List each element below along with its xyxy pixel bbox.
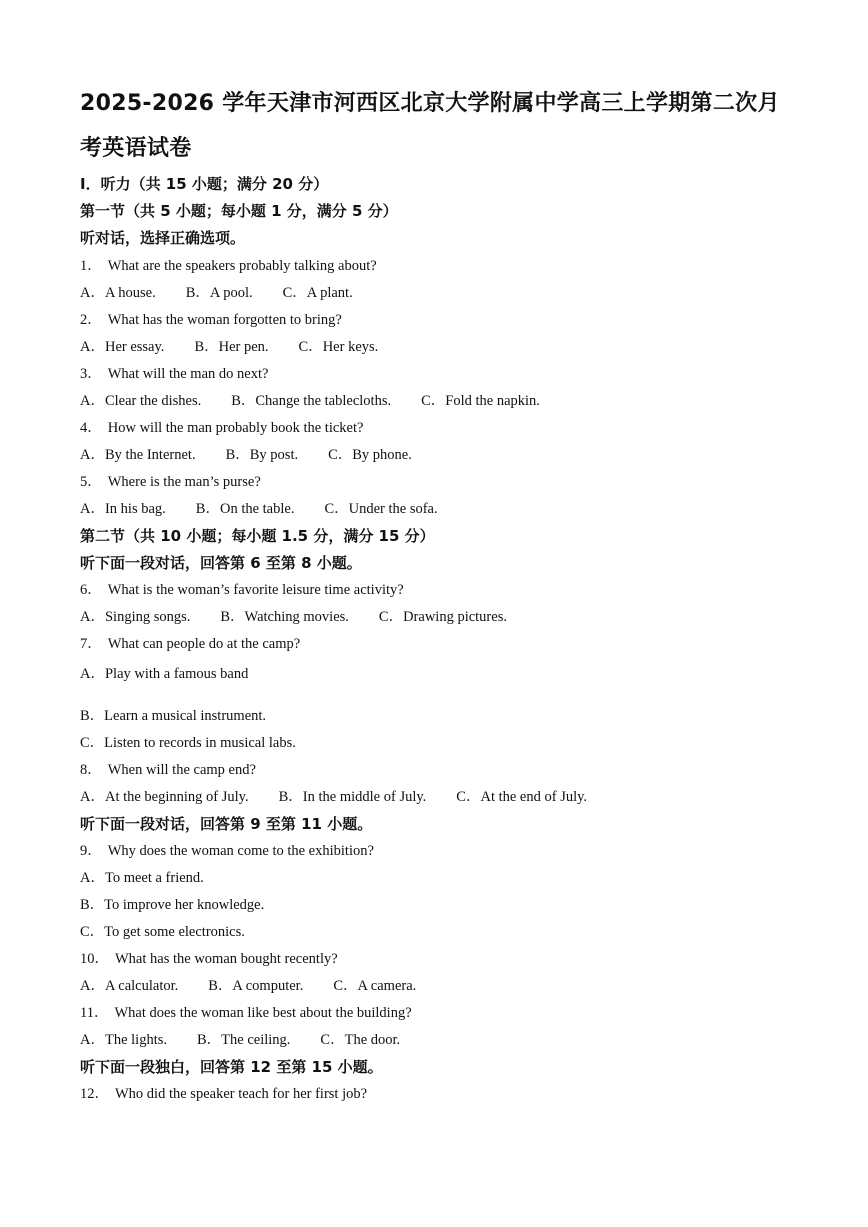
option-a[interactable]: A．A calculator. <box>80 978 179 994</box>
question-8 <box>80 760 256 780</box>
option-c[interactable]: C．A camera. <box>333 978 417 994</box>
question-text: What has the woman forgotten to bring? <box>107 312 342 328</box>
question-text: What does the woman like best about the building? <box>114 1005 412 1021</box>
question-number: 4． <box>80 420 102 436</box>
question-text: Where is the man’s purse? <box>107 474 261 490</box>
question-1-options <box>80 283 353 303</box>
question-number: 7． <box>80 636 102 652</box>
question-4-options <box>80 445 412 465</box>
question-11 <box>80 1003 412 1023</box>
question-4 <box>80 418 363 438</box>
question-3 <box>80 364 268 384</box>
option-b[interactable]: B．The ceiling. <box>197 1032 291 1048</box>
question-text: What is the woman’s favorite leisure time activity? <box>107 582 404 598</box>
option-a[interactable]: A．Singing songs. <box>80 609 191 625</box>
option-c[interactable]: C．Fold the napkin. <box>421 393 540 409</box>
option-b[interactable]: B．Her pen. <box>194 339 269 355</box>
option-b[interactable]: B．In the middle of July. <box>278 789 427 805</box>
option-b[interactable]: B．By post. <box>225 447 299 463</box>
section-heading-listening: Ⅰ．听力（共 15 小题；满分 20 分） <box>80 175 329 193</box>
question-10 <box>80 949 338 969</box>
page-title-line1: 2025-2026 学年天津市河西区北京大学附属中学高三上学期第二次月 <box>80 91 780 116</box>
option-a[interactable]: A．Play with a famous band <box>80 666 249 682</box>
question-8-options <box>80 787 587 807</box>
question-11-options <box>80 1030 400 1050</box>
option-c[interactable]: C．A plant. <box>282 285 353 301</box>
option-c[interactable]: C．The door. <box>320 1032 401 1048</box>
option-a[interactable]: A．A house. <box>80 285 156 301</box>
page-title-line2: 考英语试卷 <box>80 136 192 161</box>
question-1 <box>80 256 377 276</box>
question-number: 6． <box>80 582 102 598</box>
option-c[interactable]: C．Under the sofa. <box>324 501 438 517</box>
instruction-q9-11: 听下面一段对话，回答第 9 至第 11 小题。 <box>80 815 373 833</box>
option-c[interactable]: C．Listen to records in musical labs. <box>80 735 296 751</box>
question-text: What has the woman bought recently? <box>115 951 338 967</box>
option-c[interactable]: C．Drawing pictures. <box>378 609 507 625</box>
question-number: 11． <box>80 1005 109 1021</box>
question-6-options <box>80 607 507 627</box>
option-a[interactable]: A．Her essay. <box>80 339 165 355</box>
question-2-options <box>80 337 378 357</box>
option-b[interactable]: B．Change the tablecloths. <box>231 393 392 409</box>
option-a[interactable]: A．The lights. <box>80 1032 167 1048</box>
option-b[interactable]: B．To improve her knowledge. <box>80 897 265 913</box>
option-c[interactable]: C．Her keys. <box>298 339 379 355</box>
question-text: What will the man do next? <box>107 366 269 382</box>
question-12 <box>80 1084 367 1104</box>
question-text: When will the camp end? <box>107 762 256 778</box>
option-a[interactable]: A．In his bag. <box>80 501 166 517</box>
question-text: Why does the woman come to the exhibition? <box>107 843 374 859</box>
question-2 <box>80 310 342 330</box>
question-6 <box>80 580 404 600</box>
question-number: 5． <box>80 474 102 490</box>
option-a[interactable]: A．To meet a friend. <box>80 870 204 886</box>
question-text: How will the man probably book the ticket? <box>107 420 364 436</box>
question-5 <box>80 472 261 492</box>
question-3-options <box>80 391 540 411</box>
question-number: 3． <box>80 366 102 382</box>
option-a[interactable]: A．Clear the dishes. <box>80 393 202 409</box>
question-5-options <box>80 499 438 519</box>
question-number: 2． <box>80 312 102 328</box>
part1-heading: 第一节（共 5 小题；每小题 1 分，满分 5 分） <box>80 202 398 220</box>
option-c[interactable]: C．To get some electronics. <box>80 924 245 940</box>
question-number: 10． <box>80 951 109 967</box>
part1-instruction: 听对话，选择正确选项。 <box>80 229 246 247</box>
option-b[interactable]: B．On the table. <box>195 501 295 517</box>
instruction-q6-8: 听下面一段对话，回答第 6 至第 8 小题。 <box>80 554 362 572</box>
question-number: 8． <box>80 762 102 778</box>
question-text: Who did the speaker teach for her first job? <box>115 1086 368 1102</box>
question-text: What can people do at the camp? <box>107 636 301 652</box>
option-a[interactable]: A．At the beginning of July. <box>80 789 249 805</box>
option-b[interactable]: B．A pool. <box>185 285 253 301</box>
part2-heading: 第二节（共 10 小题；每小题 1.5 分，满分 15 分） <box>80 527 435 545</box>
instruction-q12-15: 听下面一段独白，回答第 12 至第 15 小题。 <box>80 1058 383 1076</box>
option-b[interactable]: B．Watching movies. <box>220 609 349 625</box>
question-number: 9． <box>80 843 102 859</box>
question-number: 12． <box>80 1086 109 1102</box>
question-number: 1． <box>80 258 102 274</box>
option-a[interactable]: A．By the Internet. <box>80 447 196 463</box>
question-9 <box>80 841 374 861</box>
option-c[interactable]: C．At the end of July. <box>456 789 588 805</box>
question-10-options <box>80 976 416 996</box>
question-text: What are the speakers probably talking about? <box>107 258 377 274</box>
option-b[interactable]: B．A computer. <box>208 978 304 994</box>
option-b[interactable]: B．Learn a musical instrument. <box>80 708 267 724</box>
option-c[interactable]: C．By phone. <box>328 447 412 463</box>
question-7 <box>80 634 300 654</box>
